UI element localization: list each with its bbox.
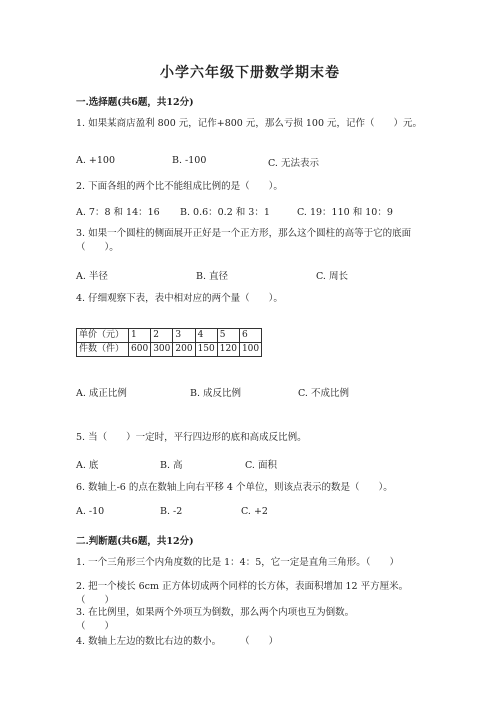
- q5-option-c: C. 面积: [245, 460, 277, 471]
- q3-option-a: A. 半径: [76, 271, 108, 282]
- q5-option-b: B. 高: [160, 460, 183, 471]
- q5-option-a: A. 底: [76, 460, 99, 471]
- table-cell: 1: [129, 329, 151, 343]
- question-6: 6. 数轴上-6 的点在数轴上向右平移 4 个单位，则该点表示的数是（ ）。: [76, 482, 393, 493]
- question-1: 1. 如果某商店盈利 800 元，记作+800 元，那么亏损 100 元，记作（ ）元。: [76, 118, 423, 129]
- table-cell: 3: [173, 329, 195, 343]
- judgment-3: 3. 在比例里，如果两个外项互为倒数，那么两个内项也互为倒数。（ ）: [76, 607, 355, 632]
- q2-option-a: A. 7：8 和 14：16: [76, 207, 160, 218]
- judgment-1: 1. 一个三角形三个内角度数的比是 1：4：5，它一定是直角三角形。（ ）: [76, 557, 399, 568]
- table-cell: 200: [173, 343, 195, 357]
- q1-option-a: A. +100: [76, 155, 115, 166]
- table-cell: 4: [195, 329, 217, 343]
- judgment-2: 2. 把一个棱长 6cm 正方体切成两个同样的长方体，表面积增加 12 平方厘米。（ ）: [76, 581, 409, 606]
- q6-option-a: A. -10: [76, 506, 105, 517]
- section-heading-judgment: 二.判断题(共6题，共12分): [76, 536, 194, 547]
- table-cell: 5: [217, 329, 239, 343]
- page-title: 小学六年级下册数学期末卷: [160, 65, 340, 81]
- q1-option-b: B. -100: [172, 155, 207, 166]
- table-cell: 件数（件）: [77, 343, 129, 357]
- table-cell: 300: [151, 343, 173, 357]
- table-cell: 100: [239, 343, 261, 357]
- q4-option-c: C. 不成比例: [298, 388, 349, 399]
- section-heading-choice: 一.选择题(共6题，共12分): [76, 97, 194, 108]
- q2-option-c: C. 19：110 和 10：9: [297, 207, 393, 218]
- q1-option-c: C. 无法表示: [268, 158, 319, 169]
- table-row: [77, 329, 262, 343]
- q4-option-b: B. 成反比例: [190, 388, 242, 399]
- table-cell: 单价（元）: [77, 329, 129, 343]
- q4-table: [76, 328, 262, 357]
- judgment-4: 4. 数轴上左边的数比右边的数小。 （ ）: [76, 636, 279, 647]
- table-cell: 2: [151, 329, 173, 343]
- question-2: 2. 下面各组的两个比不能组成比例的是（ ）。: [76, 181, 283, 192]
- q2-option-b: B. 0.6：0.2 和 3：1: [180, 207, 270, 218]
- table-cell: 150: [195, 343, 217, 357]
- q3-option-c: C. 周长: [316, 271, 348, 282]
- question-3: 3. 如果一个圆柱的侧面展开正好是一个正方形，那么这个圆柱的高等于它的底面（ ）。: [76, 228, 412, 253]
- q3-option-b: B. 直径: [196, 271, 229, 282]
- table-row: [77, 343, 262, 357]
- question-4: 4. 仔细观察下表，表中相对应的两个量（ ）。: [76, 293, 283, 304]
- q6-option-b: B. -2: [160, 506, 183, 517]
- table-cell: 120: [217, 343, 239, 357]
- table-cell: 600: [129, 343, 151, 357]
- q6-option-c: C. +2: [241, 506, 268, 517]
- q4-option-a: A. 成正比例: [76, 388, 127, 399]
- question-5: 5. 当（ ）一定时，平行四边形的底和高成反比例。: [76, 432, 307, 443]
- table-cell: 6: [239, 329, 261, 343]
